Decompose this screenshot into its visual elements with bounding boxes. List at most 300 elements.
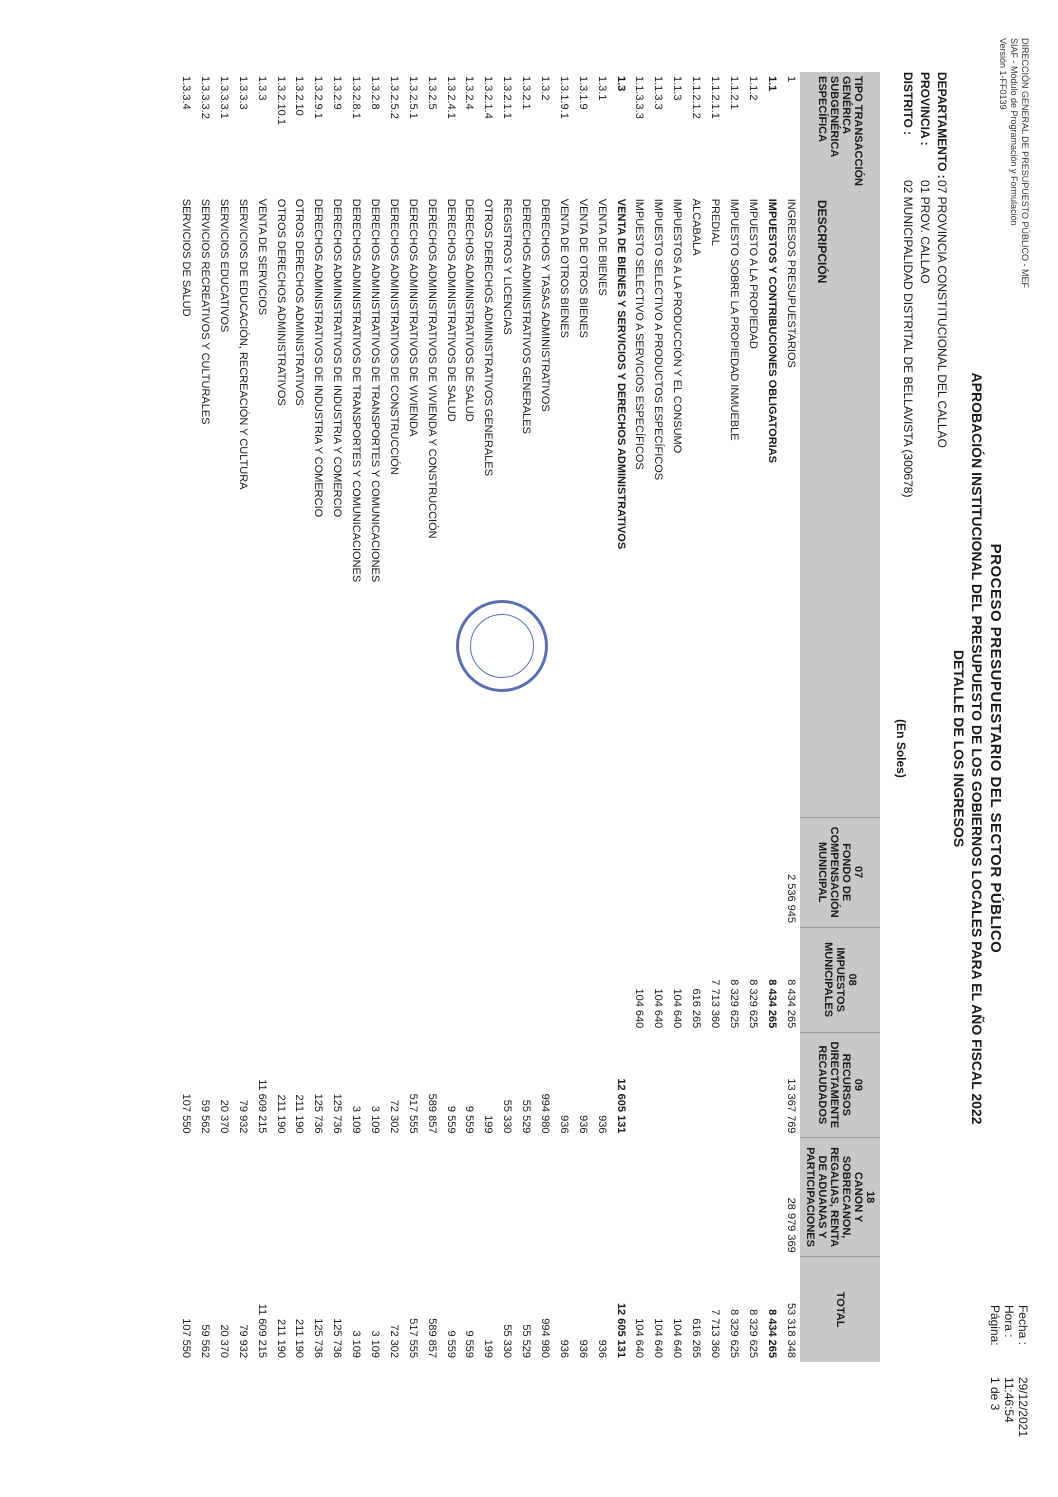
cell-description: SERVICIOS RECREATIVOS Y CULTURALES	[198, 198, 211, 425]
cell-total: 936	[557, 1339, 570, 1358]
table-row	[498, 72, 517, 1362]
table-row	[479, 72, 498, 1362]
cell-description: VENTA DE SERVICIOS	[255, 198, 268, 316]
cell-col-08	[403, 927, 422, 1032]
cell-code: 1.3.3	[255, 76, 268, 101]
cell-col-08	[536, 927, 555, 1032]
cell-description: IMPUESTOS A LA PRODUCCIÓN Y EL CONSUMO	[671, 198, 684, 454]
org-line-1: DIRECCIÓN GENERAL DE PRESUPUESTO PÚBLICO - MEF	[1020, 38, 1030, 289]
cell-total: 8 434 265	[765, 1309, 778, 1358]
header-18-line: CANON Y	[852, 1171, 864, 1223]
cell-description: REGISTROS Y LICENCIAS	[501, 198, 514, 335]
cell-code: 1.1	[765, 76, 778, 92]
header-18-line: SOBRECANON,	[840, 1155, 852, 1239]
table-row	[536, 72, 555, 1362]
cell-col-08	[592, 927, 611, 1032]
cell-col-08	[517, 927, 536, 1032]
cell-col-07	[630, 817, 649, 927]
cell-code: 1.1.2.1.1	[709, 76, 721, 119]
cell-col-18	[724, 1137, 743, 1256]
table-row	[214, 72, 233, 1362]
header-desc: DESCRIPCIÓN	[815, 200, 829, 284]
cell-total: 53 318 348	[784, 1302, 797, 1358]
seal-inner-ring	[470, 614, 534, 678]
cell-col-09: 9 559	[444, 1105, 457, 1134]
header-code-line: SUBGENÉRICA	[828, 76, 840, 158]
cell-col-18	[460, 1137, 479, 1256]
header-col-18	[800, 1137, 880, 1256]
cell-description: DERECHOS ADMINISTRATIVOS DE INDUSTRIA Y COMERCIO	[312, 198, 325, 518]
cell-code: 1.3.2.4	[463, 76, 476, 110]
distrito-value: 02 MUNICIPALIDAD DISTRITAL DE BELLAVISTA (300678)	[901, 180, 915, 498]
cell-col-07	[536, 817, 555, 927]
cell-code: 1.1.3.3.3	[633, 76, 646, 119]
cell-code: 1.3.2.1	[520, 76, 533, 110]
cell-col-18	[233, 1137, 252, 1256]
cell-col-08: 104 640	[633, 988, 646, 1029]
table-row	[366, 72, 385, 1362]
cell-description: SERVICIOS DE SALUD	[180, 198, 193, 317]
cell-col-09	[630, 1032, 649, 1137]
cell-total: 616 265	[690, 1318, 703, 1358]
cell-total: 8 329 625	[746, 1309, 759, 1358]
cell-description: DERECHOS ADMINISTRATIVOS DE VIVIENDA Y CONSTRUCCIÓN	[425, 198, 438, 539]
fecha-value: 29/12/2021	[1016, 1376, 1030, 1437]
cell-col-09: 72 302	[387, 1099, 400, 1134]
cell-col-08	[290, 927, 309, 1032]
cell-description: DERECHOS Y TASAS ADMINISTRATIVOS	[538, 198, 551, 412]
cell-code: 1.3.2.5.2	[387, 76, 400, 119]
cell-description: IMPUESTO SOBRE LA PROPIEDAD INMUEBLE	[727, 198, 740, 441]
cell-col-07	[743, 817, 762, 927]
cell-total: 72 302	[387, 1324, 400, 1358]
table-row	[781, 72, 800, 1362]
cell-code: 1.3.1	[595, 76, 608, 101]
cell-col-07	[347, 817, 366, 927]
cell-col-18	[422, 1137, 441, 1256]
header-code-line: ESPECÍFICA	[816, 76, 828, 143]
table-row	[347, 72, 366, 1362]
cell-col-18	[630, 1137, 649, 1256]
cell-col-08	[347, 927, 366, 1032]
cell-col-18	[196, 1137, 215, 1256]
cell-col-08	[441, 927, 460, 1032]
header-18-line: REGALIAS, RENTA	[828, 1147, 840, 1248]
cell-col-07	[366, 817, 385, 927]
cell-col-18	[214, 1137, 233, 1256]
cell-total: 55 330	[501, 1324, 514, 1358]
cell-col-18	[687, 1137, 706, 1256]
cell-description: OTROS DERECHOS ADMINISTRATIVOS	[293, 198, 306, 406]
cell-col-07	[422, 817, 441, 927]
cell-total: 104 640	[633, 1318, 646, 1358]
cell-description: IMPUESTOS Y CONTRIBUCIONES OBLIGATORIAS	[765, 198, 778, 463]
cell-col-18	[290, 1137, 309, 1256]
table-row	[762, 72, 781, 1362]
cell-col-07	[403, 817, 422, 927]
cell-col-07	[554, 817, 573, 927]
municipal-seal	[456, 600, 548, 692]
hora-label: Hora :	[1002, 1304, 1016, 1338]
cell-description: PREDIAL	[709, 198, 721, 246]
cell-col-07: 2 536 945	[784, 874, 797, 923]
provincia-label: PROVINCIA :	[918, 72, 932, 146]
cell-col-08	[233, 927, 252, 1032]
cell-col-09: 59 562	[198, 1099, 211, 1134]
table-row	[554, 72, 573, 1362]
income-detail-table	[177, 72, 880, 1362]
table-row	[441, 72, 460, 1362]
cell-code: 1.3.2.10.1	[274, 76, 287, 125]
cell-col-09	[762, 1032, 781, 1137]
cell-code: 1.3.2.5.1	[406, 76, 419, 119]
cell-col-09: 936	[557, 1115, 570, 1134]
header-07-line: MUNICIPAL	[816, 842, 828, 903]
cell-code: 1.3	[614, 76, 627, 92]
cell-col-08: 616 265	[690, 988, 703, 1029]
cell-col-09: 125 736	[312, 1093, 325, 1134]
cell-col-18	[592, 1137, 611, 1256]
cell-description: DERECHOS ADMINISTRATIVOS GENERALES	[520, 198, 533, 434]
header-18-line: PARTICIPACIONES	[804, 1147, 816, 1247]
cell-col-18	[271, 1137, 290, 1256]
cell-code: 1.3.2.9.1	[312, 76, 325, 119]
table-row	[517, 72, 536, 1362]
cell-col-18	[536, 1137, 555, 1256]
cell-description: IMPUESTO A LA PROPIEDAD	[746, 198, 759, 349]
title-detail: DETALLE DE LOS INGRESOS	[951, 649, 967, 848]
cell-total: 12 605 131	[614, 1302, 627, 1358]
cell-code: 1.3.2.9	[331, 76, 344, 110]
cell-description: VENTA DE BIENES Y SERVICIOS Y DERECHOS ADMINISTRATIVOS	[614, 198, 627, 550]
cell-total: 936	[595, 1339, 608, 1358]
cell-code: 1.1.2	[746, 76, 759, 101]
cell-col-08	[479, 927, 498, 1032]
header-09-line: RECURSOS	[840, 1053, 852, 1116]
cell-code: 1.3.3.3	[236, 76, 249, 110]
cell-code: 1.3.2.10	[293, 76, 306, 116]
table-row	[252, 72, 271, 1362]
cell-total: 3 109	[368, 1330, 381, 1358]
cell-description: DERECHOS ADMINISTRATIVOS DE INDUSTRIA Y COMERCIO	[331, 198, 344, 518]
cell-col-08	[498, 927, 517, 1032]
cell-total: 8 329 625	[727, 1309, 740, 1358]
cell-code: 1.3.2.5	[425, 76, 438, 110]
cell-description: DERECHOS ADMINISTRATIVOS DE SALUD	[444, 198, 457, 422]
header-08-line: MUNICIPALES	[822, 942, 834, 1018]
table-row	[328, 72, 347, 1362]
cell-description: SERVICIOS DE EDUCACIÓN, RECREACIÓN Y CULTURA	[236, 198, 249, 490]
header-18-line: DE ADUANAS Y	[816, 1155, 828, 1239]
header-code-line: TIPO TRANSACCIÓN	[852, 76, 864, 186]
cell-col-09: 936	[576, 1115, 589, 1134]
cell-total: 55 529	[520, 1324, 533, 1358]
cell-total: 994 980	[538, 1318, 551, 1358]
cell-col-09: 211 190	[293, 1094, 306, 1134]
header-18-line: 18	[864, 1190, 876, 1204]
cell-col-09: 994 980	[538, 1093, 551, 1134]
departamento-label: DEPARTAMENTO :	[935, 72, 949, 179]
header-07-line: COMPENSACIÓN	[828, 826, 840, 918]
cell-col-18	[347, 1137, 366, 1256]
cell-col-08	[554, 927, 573, 1032]
cell-col-07	[233, 817, 252, 927]
cell-col-07	[687, 817, 706, 927]
cell-col-07	[762, 817, 781, 927]
table-row	[422, 72, 441, 1362]
cell-code: 1.1.3	[671, 76, 684, 101]
cell-col-09	[724, 1032, 743, 1137]
header-code-line: GENÉRICA	[840, 76, 852, 135]
cell-total: 125 736	[312, 1318, 325, 1358]
cell-total: 11 609 215	[255, 1303, 268, 1358]
table-row	[724, 72, 743, 1362]
departamento-value: 07 PROVINCIA CONSTITUCIONAL DEL CALLAO	[935, 180, 949, 448]
table-header-row	[800, 72, 880, 1362]
cell-col-07	[384, 817, 403, 927]
cell-code: 1.3.1.9.1	[557, 76, 570, 119]
cell-col-18	[441, 1137, 460, 1256]
header-08-line: 08	[846, 973, 858, 986]
cell-col-08	[196, 927, 215, 1032]
cell-description: DERECHOS ADMINISTRATIVOS DE TRANSPORTES Y COMUNICACIONES	[350, 198, 363, 583]
fecha-label: Fecha :	[1016, 1304, 1030, 1345]
cell-col-08	[309, 927, 328, 1032]
cell-col-09	[743, 1032, 762, 1137]
cell-col-07	[668, 817, 687, 927]
cell-col-09: 3 109	[350, 1105, 363, 1134]
cell-col-07	[328, 817, 347, 927]
cell-col-08: 8 329 625	[727, 979, 740, 1029]
cell-col-09: 13 367 769	[784, 1078, 797, 1134]
cell-col-07	[252, 817, 271, 927]
cell-total: 3 109	[350, 1330, 363, 1358]
currency-note: (En Soles)	[894, 719, 908, 778]
table-row	[196, 72, 215, 1362]
cell-col-18	[573, 1137, 592, 1256]
cell-col-09: 20 370	[217, 1099, 230, 1134]
cell-total: 589 857	[425, 1318, 438, 1358]
table-row	[649, 72, 668, 1362]
cell-description: INGRESOS PRESUPUESTARIOS	[784, 198, 797, 368]
cell-col-08: 104 640	[671, 988, 684, 1029]
table-row	[592, 72, 611, 1362]
cell-description: VENTA DE BIENES	[595, 198, 608, 296]
cell-description: SERVICIOS EDUCATIVOS	[217, 198, 230, 333]
provincia-value: 01 PROV. CALLAO	[918, 180, 932, 284]
cell-col-18	[498, 1137, 517, 1256]
table-row	[233, 72, 252, 1362]
cell-col-07	[724, 817, 743, 927]
header-07-line: FONDO DE	[840, 843, 852, 902]
cell-col-08	[611, 927, 630, 1032]
cell-col-08	[271, 927, 290, 1032]
cell-description: DERECHOS ADMINISTRATIVOS DE VIVIENDA	[406, 198, 419, 437]
header-col-08	[800, 927, 880, 1032]
header-09-line: DIRECTAMENTE	[828, 1041, 840, 1129]
cell-total: 211 190	[274, 1319, 287, 1358]
table-row	[384, 72, 403, 1362]
header-code-lines	[816, 76, 864, 186]
header-09-line: 09	[852, 1078, 864, 1091]
cell-col-07	[441, 817, 460, 927]
cell-description: DERECHOS ADMINISTRATIVOS DE CONSTRUCCIÓN	[387, 198, 400, 475]
cell-col-07	[498, 817, 517, 927]
cell-col-07	[479, 817, 498, 927]
report-titles	[951, 0, 1004, 1497]
cell-col-18	[252, 1137, 271, 1256]
header-code-desc	[800, 72, 880, 817]
cell-total: 936	[576, 1339, 589, 1358]
cell-col-09: 3 109	[368, 1105, 381, 1134]
cell-description: VENTA DE OTROS BIENES	[557, 198, 570, 338]
cell-total: 107 550	[180, 1318, 193, 1358]
cell-col-09: 107 550	[180, 1093, 193, 1134]
cell-code: 1.3.2.1.4	[482, 76, 495, 119]
cell-col-09: 9 559	[463, 1105, 476, 1134]
cell-total: 79 932	[236, 1324, 249, 1358]
cell-code: 1.1.2.1	[727, 76, 740, 110]
cell-col-09: 517 555	[406, 1093, 419, 1134]
cell-code: 1.1.3.3	[652, 76, 665, 110]
cell-description: OTROS DERECHOS ADMINISTRATIVOS GENERALES	[482, 198, 495, 477]
cell-description: IMPUESTO SELECTIVO A PRODUCTOS ESPECÍFICOS	[652, 198, 665, 481]
cell-col-07	[177, 817, 196, 927]
cell-col-08	[384, 927, 403, 1032]
org-line-3: Versión 1-FF0139	[998, 38, 1008, 110]
cell-col-18	[649, 1137, 668, 1256]
header-col-total: TOTAL	[800, 1257, 880, 1362]
table-body	[177, 72, 800, 1362]
cell-code: 1.3.2	[538, 76, 551, 101]
cell-description: OTROS DERECHOS ADMINISTRATIVOS	[274, 198, 287, 406]
table-row	[290, 72, 309, 1362]
cell-code: 1.3.2.4.1	[444, 76, 457, 119]
cell-code: 1.3.2.1.1	[501, 76, 514, 119]
cell-total: 211 190	[293, 1319, 306, 1358]
cell-col-07	[611, 817, 630, 927]
cell-col-09	[687, 1032, 706, 1137]
cell-code: 1.3.3.3.1	[217, 76, 230, 119]
cell-col-09: 936	[595, 1115, 608, 1134]
cell-col-09: 199	[482, 1115, 495, 1134]
header-col-09	[800, 1032, 880, 1137]
table-row	[611, 72, 630, 1362]
cell-total: 199	[482, 1339, 495, 1358]
cell-total: 104 640	[671, 1318, 684, 1358]
cell-description: IMPUESTO SELECTIVO A SERVICIOS ESPECÍFICOS	[633, 198, 646, 470]
cell-total: 20 370	[217, 1324, 230, 1358]
cell-col-18	[384, 1137, 403, 1256]
cell-col-09: 589 857	[425, 1093, 438, 1134]
cell-code: 1	[784, 76, 797, 83]
cell-col-07	[573, 817, 592, 927]
header-08-line: IMPUESTOS	[834, 947, 846, 1012]
cell-col-07	[214, 817, 233, 927]
pagina-label: Página:	[988, 1304, 1002, 1346]
cell-col-08: 8 434 265	[765, 979, 778, 1029]
cell-code: 1.1.2.1.2	[690, 76, 703, 119]
cell-col-18	[403, 1137, 422, 1256]
title-main: PROCESO PRESUPUESTARIO DEL SECTOR PÚBLICO	[987, 543, 1004, 954]
cell-col-07	[649, 817, 668, 927]
cell-col-07	[271, 817, 290, 927]
table-row	[403, 72, 422, 1362]
cell-col-18	[743, 1137, 762, 1256]
table-row	[687, 72, 706, 1362]
cell-total: 7 713 360	[709, 1309, 721, 1358]
cell-col-09	[668, 1032, 687, 1137]
cell-code: 1.3.2.8	[368, 76, 381, 110]
cell-col-07	[309, 817, 328, 927]
cell-col-18	[706, 1137, 725, 1256]
table-row	[743, 72, 762, 1362]
cell-col-18	[554, 1137, 573, 1256]
table-row	[309, 72, 328, 1362]
cell-col-09: 79 932	[236, 1099, 249, 1134]
cell-col-09: 211 190	[274, 1094, 287, 1134]
cell-total: 104 640	[652, 1318, 665, 1358]
cell-col-18	[517, 1137, 536, 1256]
header-09-line: RECAUDADOS	[816, 1045, 828, 1125]
table-row	[460, 72, 479, 1362]
table-row	[668, 72, 687, 1362]
table-row	[573, 72, 592, 1362]
table-row	[630, 72, 649, 1362]
header-col-07	[800, 817, 880, 927]
cell-col-18	[366, 1137, 385, 1256]
org-line-2: SIAF - Módulo de Programación y Formulación	[1009, 38, 1019, 226]
cell-col-07	[196, 817, 215, 927]
cell-code: 1.3.1.9	[576, 76, 589, 110]
cell-code: 1.3.3.3.2	[198, 76, 211, 119]
cell-description: DERECHOS ADMINISTRATIVOS DE SALUD	[463, 198, 476, 422]
cell-col-07	[290, 817, 309, 927]
cell-col-08: 8 434 265	[784, 979, 797, 1029]
cell-col-08	[366, 927, 385, 1032]
table-row	[177, 72, 196, 1362]
cell-col-18	[668, 1137, 687, 1256]
cell-col-09	[706, 1032, 725, 1137]
cell-col-08	[422, 927, 441, 1032]
cell-col-09: 11 609 215	[255, 1079, 268, 1134]
distrito-label: DISTRITO :	[901, 72, 915, 136]
title-approval: APROBACIÓN INSTITUCIONAL DEL PRESUPUESTO DE LOS GOBIERNOS LOCALES PARA EL AÑO FISCAL 2022	[969, 372, 985, 1125]
cell-col-08: 8 329 625	[746, 979, 759, 1029]
cell-total: 9 559	[444, 1330, 457, 1358]
cell-col-07	[517, 817, 536, 927]
cell-col-07	[460, 817, 479, 927]
cell-description: VENTA DE OTROS BIENES	[576, 198, 589, 338]
header-07-line: 07	[852, 866, 864, 879]
cell-description: DERECHOS ADMINISTRATIVOS DE TRANSPORTES Y COMUNICACIONES	[368, 198, 381, 583]
cell-description: ALCABALA	[690, 198, 703, 256]
cell-col-18: 28 979 369	[784, 1197, 797, 1253]
cell-total: 59 562	[198, 1324, 211, 1358]
cell-col-18	[762, 1137, 781, 1256]
cell-col-18	[177, 1137, 196, 1256]
cell-col-08	[214, 927, 233, 1032]
cell-col-09	[649, 1032, 668, 1137]
cell-col-18	[479, 1137, 498, 1256]
cell-col-09: 125 736	[331, 1093, 344, 1134]
table-row	[706, 72, 725, 1362]
cell-col-18	[328, 1137, 347, 1256]
table-row	[271, 72, 290, 1362]
cell-col-08	[177, 927, 196, 1032]
cell-col-08	[252, 927, 271, 1032]
hora-value: 11:46:54	[1002, 1376, 1016, 1423]
